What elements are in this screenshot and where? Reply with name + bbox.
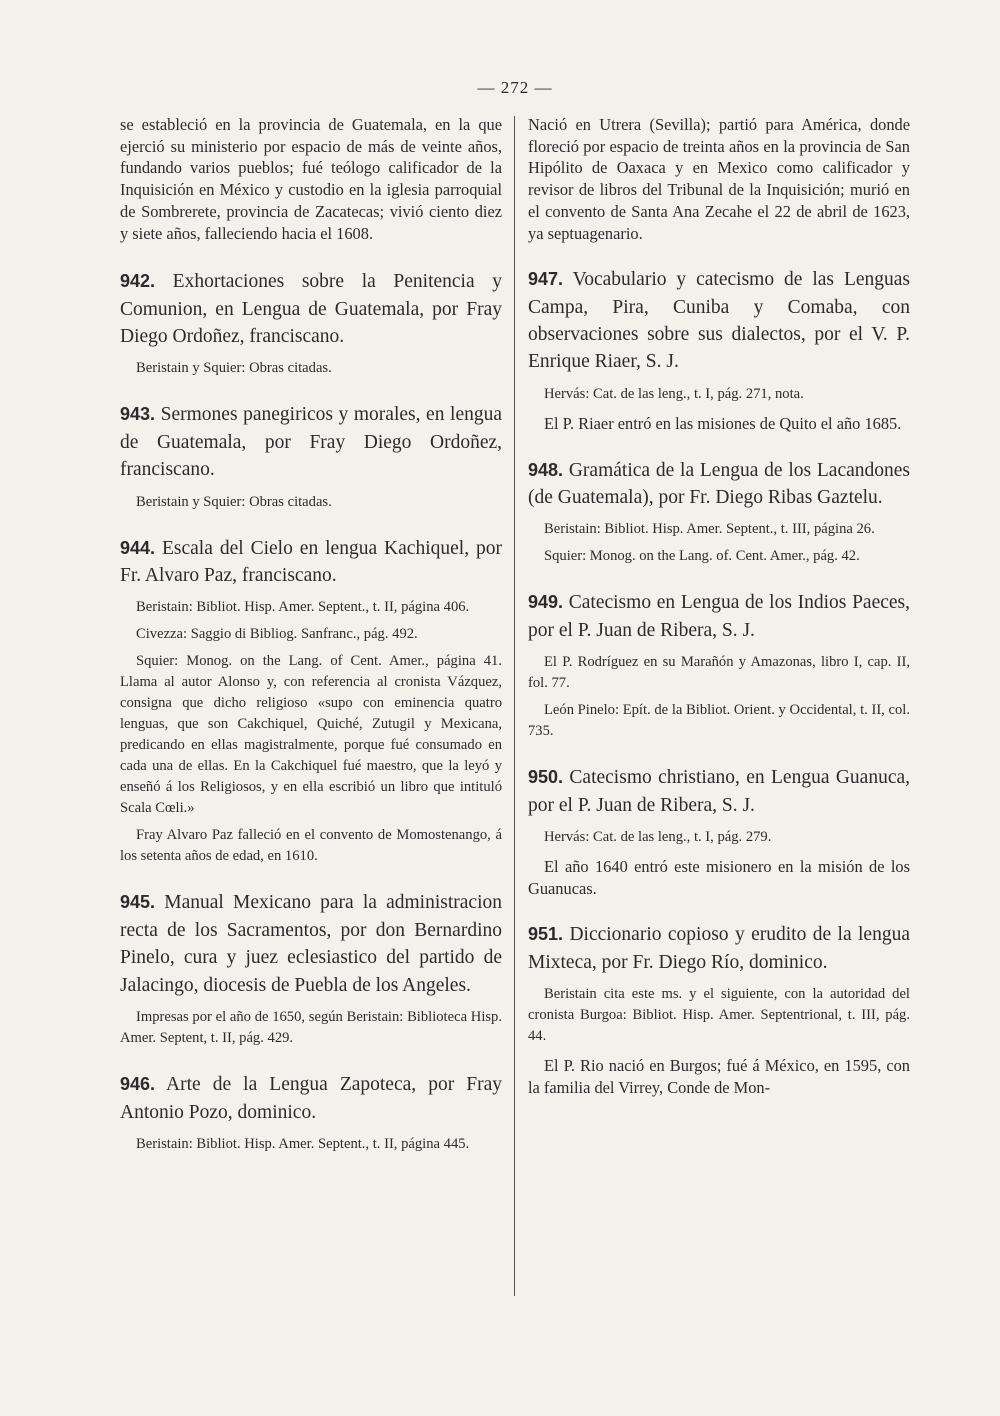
- entry-950: [528, 764, 910, 899]
- entry-note: Fray Alvaro Paz falleció en el convento de Momostenango, á los setenta años de edad, en 1610.: [120, 827, 502, 865]
- entry-note: Beristain: Bibliot. Hisp. Amer. Septent., t. II, página 406.: [136, 599, 470, 616]
- entry-note: Beristain: Bibliot. Hisp. Amer. Septent., t. II, página 445.: [136, 1135, 470, 1152]
- entry-number: 945.: [120, 892, 156, 913]
- left-column: [120, 114, 502, 1155]
- entry-body: El P. Riaer entró en las misiones de Quito el año 1685.: [544, 413, 902, 433]
- entry-body: El año 1640 entró este misionero en la misión de los Guanucas.: [528, 856, 910, 898]
- entry-title: Escala del Cielo en lengua Kachiquel, por Fr. Alvaro Paz, franciscano.: [120, 537, 503, 587]
- entry-note: León Pinelo: Epít. de la Bibliot. Orient. y Occidental, t. II, col. 735.: [528, 702, 910, 740]
- entry-number: 948.: [528, 459, 564, 480]
- entry-title: Exhortaciones sobre la Penitencia y Comunion, en Lengua de Guatemala, por Fray Diego Ordoñez, franciscano.: [120, 271, 502, 348]
- intro-paragraph: se estableció en la provincia de Guatemala, en la que ejerció su ministerio por espacio de más de veinte años, fundando varios pueblos; fué teólogo calificador de la Inquisición en México y custodio en la iglesia parroquial de Sombrerete, provincia de Zacatecas; vivió ciento diez y siete años, falleciendo hacia el 1608.: [120, 115, 502, 243]
- entry-title: Arte de la Lengua Zapoteca, por Fray Antonio Pozo, dominico.: [120, 1074, 502, 1123]
- entry-title: Catecismo christiano, en Lengua Guanuca, por el P. Juan de Ribera, S. J.: [528, 767, 911, 816]
- entry-note: Impresas por el año de 1650, según Beristain: Biblioteca Hisp. Amer. Septent, t. II, pág. 429.: [120, 1009, 502, 1047]
- entry-note: Beristain y Squier: Obras citadas.: [136, 493, 332, 510]
- entry-title: Gramática de la Lengua de los Lacandones (de Guatemala), por Fr. Diego Ribas Gaztelu.: [528, 459, 911, 508]
- entry-title: Catecismo en Lengua de los Indios Paeces, por el P. Juan de Ribera, S. J.: [528, 592, 910, 641]
- entry-title: Manual Mexicano para la administracion recta de los Sacramentos, por don Bernardino Pinelo, cura y juez eclesiastico del partido de Jalacingo, diocesis de Puebla de los Angeles.: [120, 892, 502, 996]
- entry-note: Beristain cita este ms. y el siguiente, con la autoridad del cronista Burgoa: Bibliot. Hisp. Amer. Septentrional, t. III, pág. 44.: [528, 986, 910, 1045]
- entry-951: [528, 921, 910, 1098]
- entry-number: 942.: [120, 271, 156, 292]
- entry-948: [528, 457, 910, 568]
- entry-body: El P. Rio nació en Burgos; fué á México, en 1595, con la familia del Virrey, Conde de Mon-: [528, 1056, 910, 1097]
- entry-note: Squier: Monog. on the Lang. of. Cent. Amer., pág. 42.: [544, 548, 860, 565]
- entry-note: Hervás: Cat. de las leng., t. I, pág. 279.: [544, 828, 772, 845]
- entry-number: 946.: [120, 1074, 156, 1095]
- entry-number: 944.: [120, 537, 156, 558]
- entry-942: [120, 268, 502, 379]
- right-column: [528, 114, 910, 1099]
- entry-number: 947.: [528, 269, 564, 290]
- entry-946: [120, 1071, 502, 1155]
- entry-947: [528, 266, 910, 434]
- entry-note: El P. Rodríguez en su Marañón y Amazonas, libro I, cap. II, fol. 77.: [528, 654, 910, 692]
- entry-number: 943.: [120, 404, 156, 425]
- entry-note: Beristain y Squier: Obras citadas.: [136, 360, 332, 377]
- entry-945: [120, 889, 502, 1049]
- entry-note: Beristain: Bibliot. Hisp. Amer. Septent., t. III, página 26.: [544, 521, 875, 538]
- entry-949: [528, 589, 910, 742]
- entry-944: [120, 535, 502, 868]
- page-number: — 272 —: [477, 78, 553, 97]
- entry-943: [120, 401, 502, 512]
- entry-note: Squier: Monog. on the Lang. of Cent. Amer., página 41. Llama al autor Alonso y, con referencia al cronista Vázquez, consigna que dicho religioso «supo con eminencia quatro lenguas, que son Cakchiquel, Quiché, Zutugil y Mexicana, predicando en ellas magistralmente, porque fué consumado en cada una de ellas. En la Cakchiquel fué maestro, que la leyó y enseñó á los Religiosos, y en ella escribió un libro que intituló Scala Cœli.»: [120, 653, 502, 817]
- entry-title: Vocabulario y catecismo de las Lenguas Campa, Pira, Cuniba y Comaba, con observaciones sobre sus dialectos, por el V. P. Enrique Riaer, S. J.: [528, 269, 911, 373]
- column-divider: [514, 116, 515, 1296]
- entry-number: 951.: [528, 924, 564, 945]
- intro-paragraph: Nació en Utrera (Sevilla); partió para América, donde floreció por espacio de treinta años en la provincia de San Hipólito de Oaxaca y en Mexico como calificador y revisor de libros del Tribunal de la Inquisición; murió en el convento de Santa Ana Zecahe el 22 de abril de 1623, ya septuagenario.: [528, 115, 910, 243]
- entry-title: Sermones panegiricos y morales, en lengua de Guatemala, por Fray Diego Ordoñez, franciscano.: [120, 404, 502, 481]
- entry-note: Civezza: Saggio di Bibliog. Sanfranc., pág. 492.: [136, 626, 418, 643]
- entry-number: 950.: [528, 767, 564, 788]
- entry-title: Diccionario copioso y erudito de la lengua Mixteca, por Fr. Diego Río, dominico.: [528, 924, 910, 973]
- entry-number: 949.: [528, 592, 564, 613]
- entry-note: Hervás: Cat. de las leng., t. I, pág. 271, nota.: [544, 385, 804, 402]
